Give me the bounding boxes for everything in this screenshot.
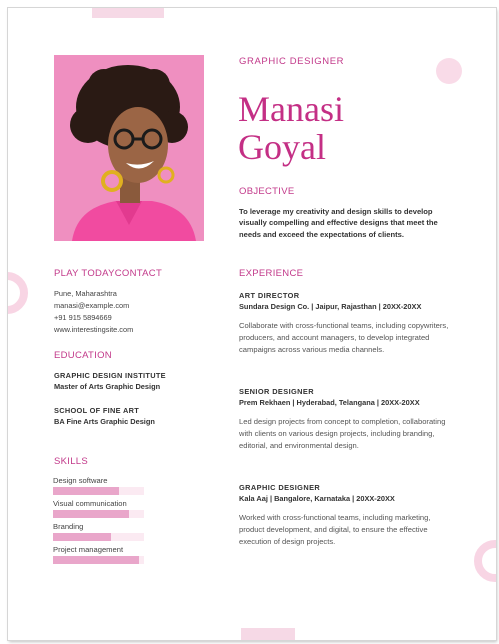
skills-heading: SKILLS (54, 456, 89, 467)
skill-bar-fill (53, 533, 111, 541)
skill-bar (53, 487, 144, 495)
decorative-ring-left (8, 272, 28, 314)
decorative-bar-top (92, 8, 164, 18)
contact-email: manasi@example.com (54, 301, 130, 310)
experience-item (239, 482, 454, 548)
job-role: GRAPHIC DESIGNER (239, 56, 345, 67)
job-title: SENIOR DESIGNER (239, 387, 314, 396)
experience-heading: EXPERIENCE (239, 268, 304, 279)
contact-heading: PLAY TODAYCONTACT (54, 268, 163, 279)
education-degree: BA Fine Arts Graphic Design (54, 417, 155, 426)
education-degree: Master of Arts Graphic Design (54, 382, 161, 391)
last-name: Goyal (238, 127, 326, 167)
decorative-bar-bottom (241, 628, 295, 640)
education-institution: GRAPHIC DESIGN INSTITUTE (54, 371, 166, 380)
job-description: Led design projects from concept to completion, collaborating with clients on various design projects, including branding, editorial, and environmental design. (239, 417, 446, 450)
skill-bar-fill (53, 487, 119, 495)
skill-item (53, 545, 144, 564)
decorative-circle (436, 58, 462, 84)
skill-item (53, 476, 144, 495)
skill-bar-fill (53, 510, 129, 518)
objective-text: To leverage my creativity and design skills to develop visually compelling and effective designs that meet the needs and exceed the expectations of clients. (239, 207, 438, 239)
education-item (54, 370, 166, 392)
experience-item (239, 290, 454, 356)
profile-photo (54, 55, 204, 241)
contact-location: Pune, Maharashtra (54, 289, 117, 298)
job-description: Worked with cross-functional teams, including marketing, product development, and digital, to ensure the effective execution of design projects. (239, 513, 431, 546)
job-meta: Prem Rekhaen | Hyderabad, Telangana | 20XX-20XX (239, 398, 420, 407)
contact-phone: +91 915 5894669 (54, 313, 112, 322)
skill-item (53, 522, 144, 541)
job-title: GRAPHIC DESIGNER (239, 483, 321, 492)
first-name: Manasi (238, 89, 344, 129)
skill-bar (53, 533, 144, 541)
skill-bar-fill (53, 556, 139, 564)
skill-bar (53, 556, 144, 564)
job-title: ART DIRECTOR (239, 291, 300, 300)
experience-item (239, 386, 454, 452)
education-item (54, 405, 155, 427)
candidate-name (238, 90, 344, 166)
skill-label: Branding (53, 522, 84, 531)
skill-label: Project management (53, 545, 124, 554)
skill-item (53, 499, 144, 518)
education-institution: SCHOOL OF FINE ART (54, 406, 140, 415)
job-meta: Kala Aaj | Bangalore, Karnataka | 20XX-20XX (239, 494, 395, 503)
job-meta: Sundara Design Co. | Jaipur, Rajasthan | 20XX-20XX (239, 302, 422, 311)
resume-page (8, 8, 496, 640)
job-description: Collaborate with cross-functional teams, including copywriters, producers, and account managers, to develop integrated campaigns across various media channels. (239, 321, 449, 354)
skill-bar (53, 510, 144, 518)
skill-label: Design software (53, 476, 108, 485)
education-heading: EDUCATION (54, 350, 112, 361)
objective-heading: OBJECTIVE (239, 186, 295, 197)
skill-label: Visual communication (53, 499, 127, 508)
contact-details (54, 288, 133, 336)
decorative-ring-right (474, 540, 496, 582)
contact-website: www.interestingsite.com (54, 325, 134, 334)
